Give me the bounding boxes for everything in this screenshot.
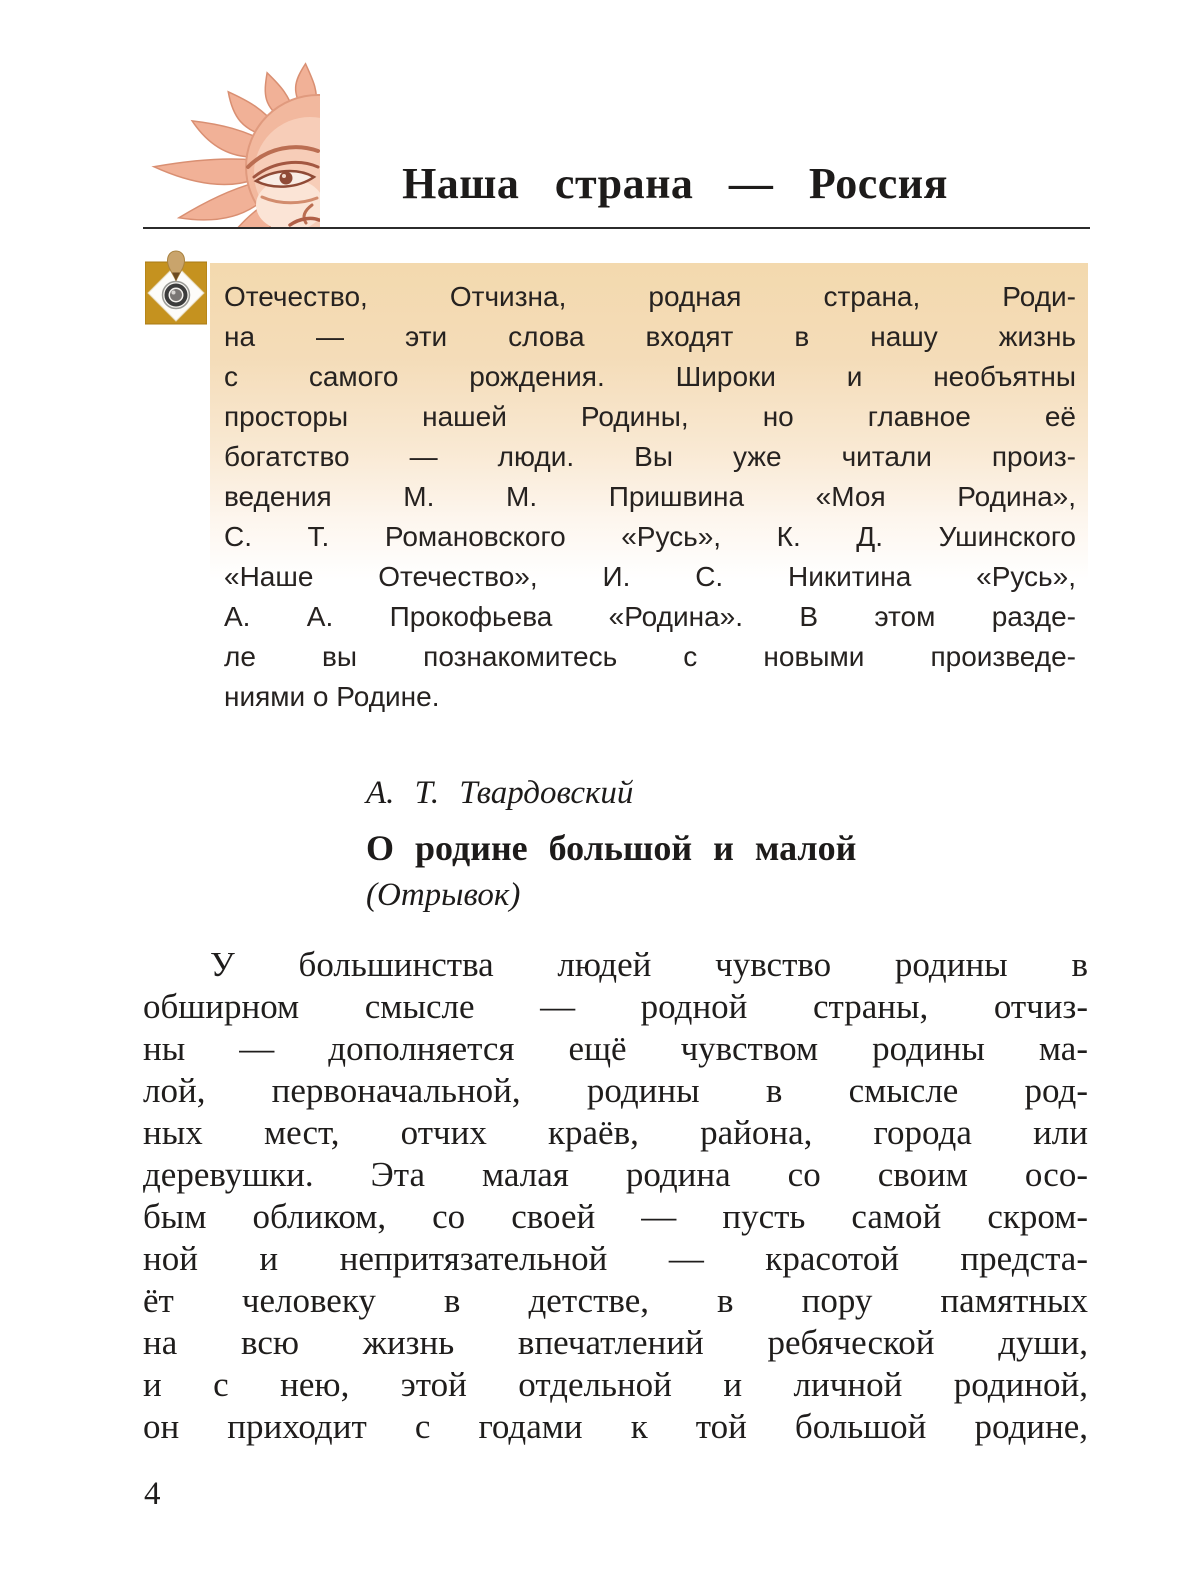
intro-line: богатство — люди. Вы уже читали произ- <box>224 441 1076 472</box>
intro-line: ле вы познакомитесь с новыми произведе- <box>224 641 1076 672</box>
intro-line: С. Т. Романовского «Русь», К. Д. Ушинского <box>224 521 1076 552</box>
work-subtitle: (Отрывок) <box>366 877 521 913</box>
intro-line: просторы нашей Родины, но главное её <box>224 401 1076 432</box>
intro-highlight-paragraph <box>210 263 1088 729</box>
body-line: на всю жизнь впечатлений ребяческой души, <box>143 1323 1088 1362</box>
intro-line: ведения М. М. Пришвина «Моя Родина», <box>224 481 1076 512</box>
body-line: ной и непритязательной — красотой предста- <box>143 1239 1088 1278</box>
sun-face-illustration-icon <box>140 55 320 227</box>
section-title: Наша страна — Россия <box>402 159 948 208</box>
work-author: А. Т. Твардовский <box>366 775 634 811</box>
body-line: бым обликом, со своей — пусть самой скром- <box>143 1197 1088 1236</box>
page-number: 4 <box>144 1476 161 1512</box>
body-line: обширном смысле — родной страны, отчиз- <box>143 987 1088 1026</box>
body-line: он приходит с годами к той большой родине, <box>143 1407 1088 1446</box>
intro-line: «Наше Отечество», И. С. Никитина «Русь», <box>224 561 1076 592</box>
intro-line: ниями о Родине. <box>224 681 440 712</box>
body-line: лой, первоначальной, родины в смысле род- <box>143 1071 1088 1110</box>
intro-line: на — эти слова входят в нашу жизнь <box>224 321 1076 352</box>
body-line: деревушки. Эта малая родина со своим осо- <box>143 1155 1088 1194</box>
intro-line: с самого рождения. Широки и необъятны <box>224 361 1076 392</box>
body-line: и с нею, этой отдельной и личной родиной, <box>143 1365 1088 1404</box>
body-text <box>143 944 1088 1448</box>
header-rule <box>143 227 1090 229</box>
body-line: ёт человеку в детстве, в пору памятных <box>143 1281 1088 1320</box>
intro-line: А. А. Прокофьева «Родина». В этом разде- <box>224 601 1076 632</box>
intro-line: Отечество, Отчизна, родная страна, Роди- <box>224 281 1076 312</box>
work-heading <box>366 773 1086 916</box>
body-line: ных мест, отчих краёв, района, города или <box>143 1113 1088 1152</box>
work-title: О родине большой и малой <box>366 828 857 868</box>
diamond-lens-marker-icon <box>145 250 207 326</box>
body-line: У большинства людей чувство родины в <box>210 945 1088 984</box>
body-line: ны — дополняется ещё чувством родины ма- <box>143 1029 1088 1068</box>
